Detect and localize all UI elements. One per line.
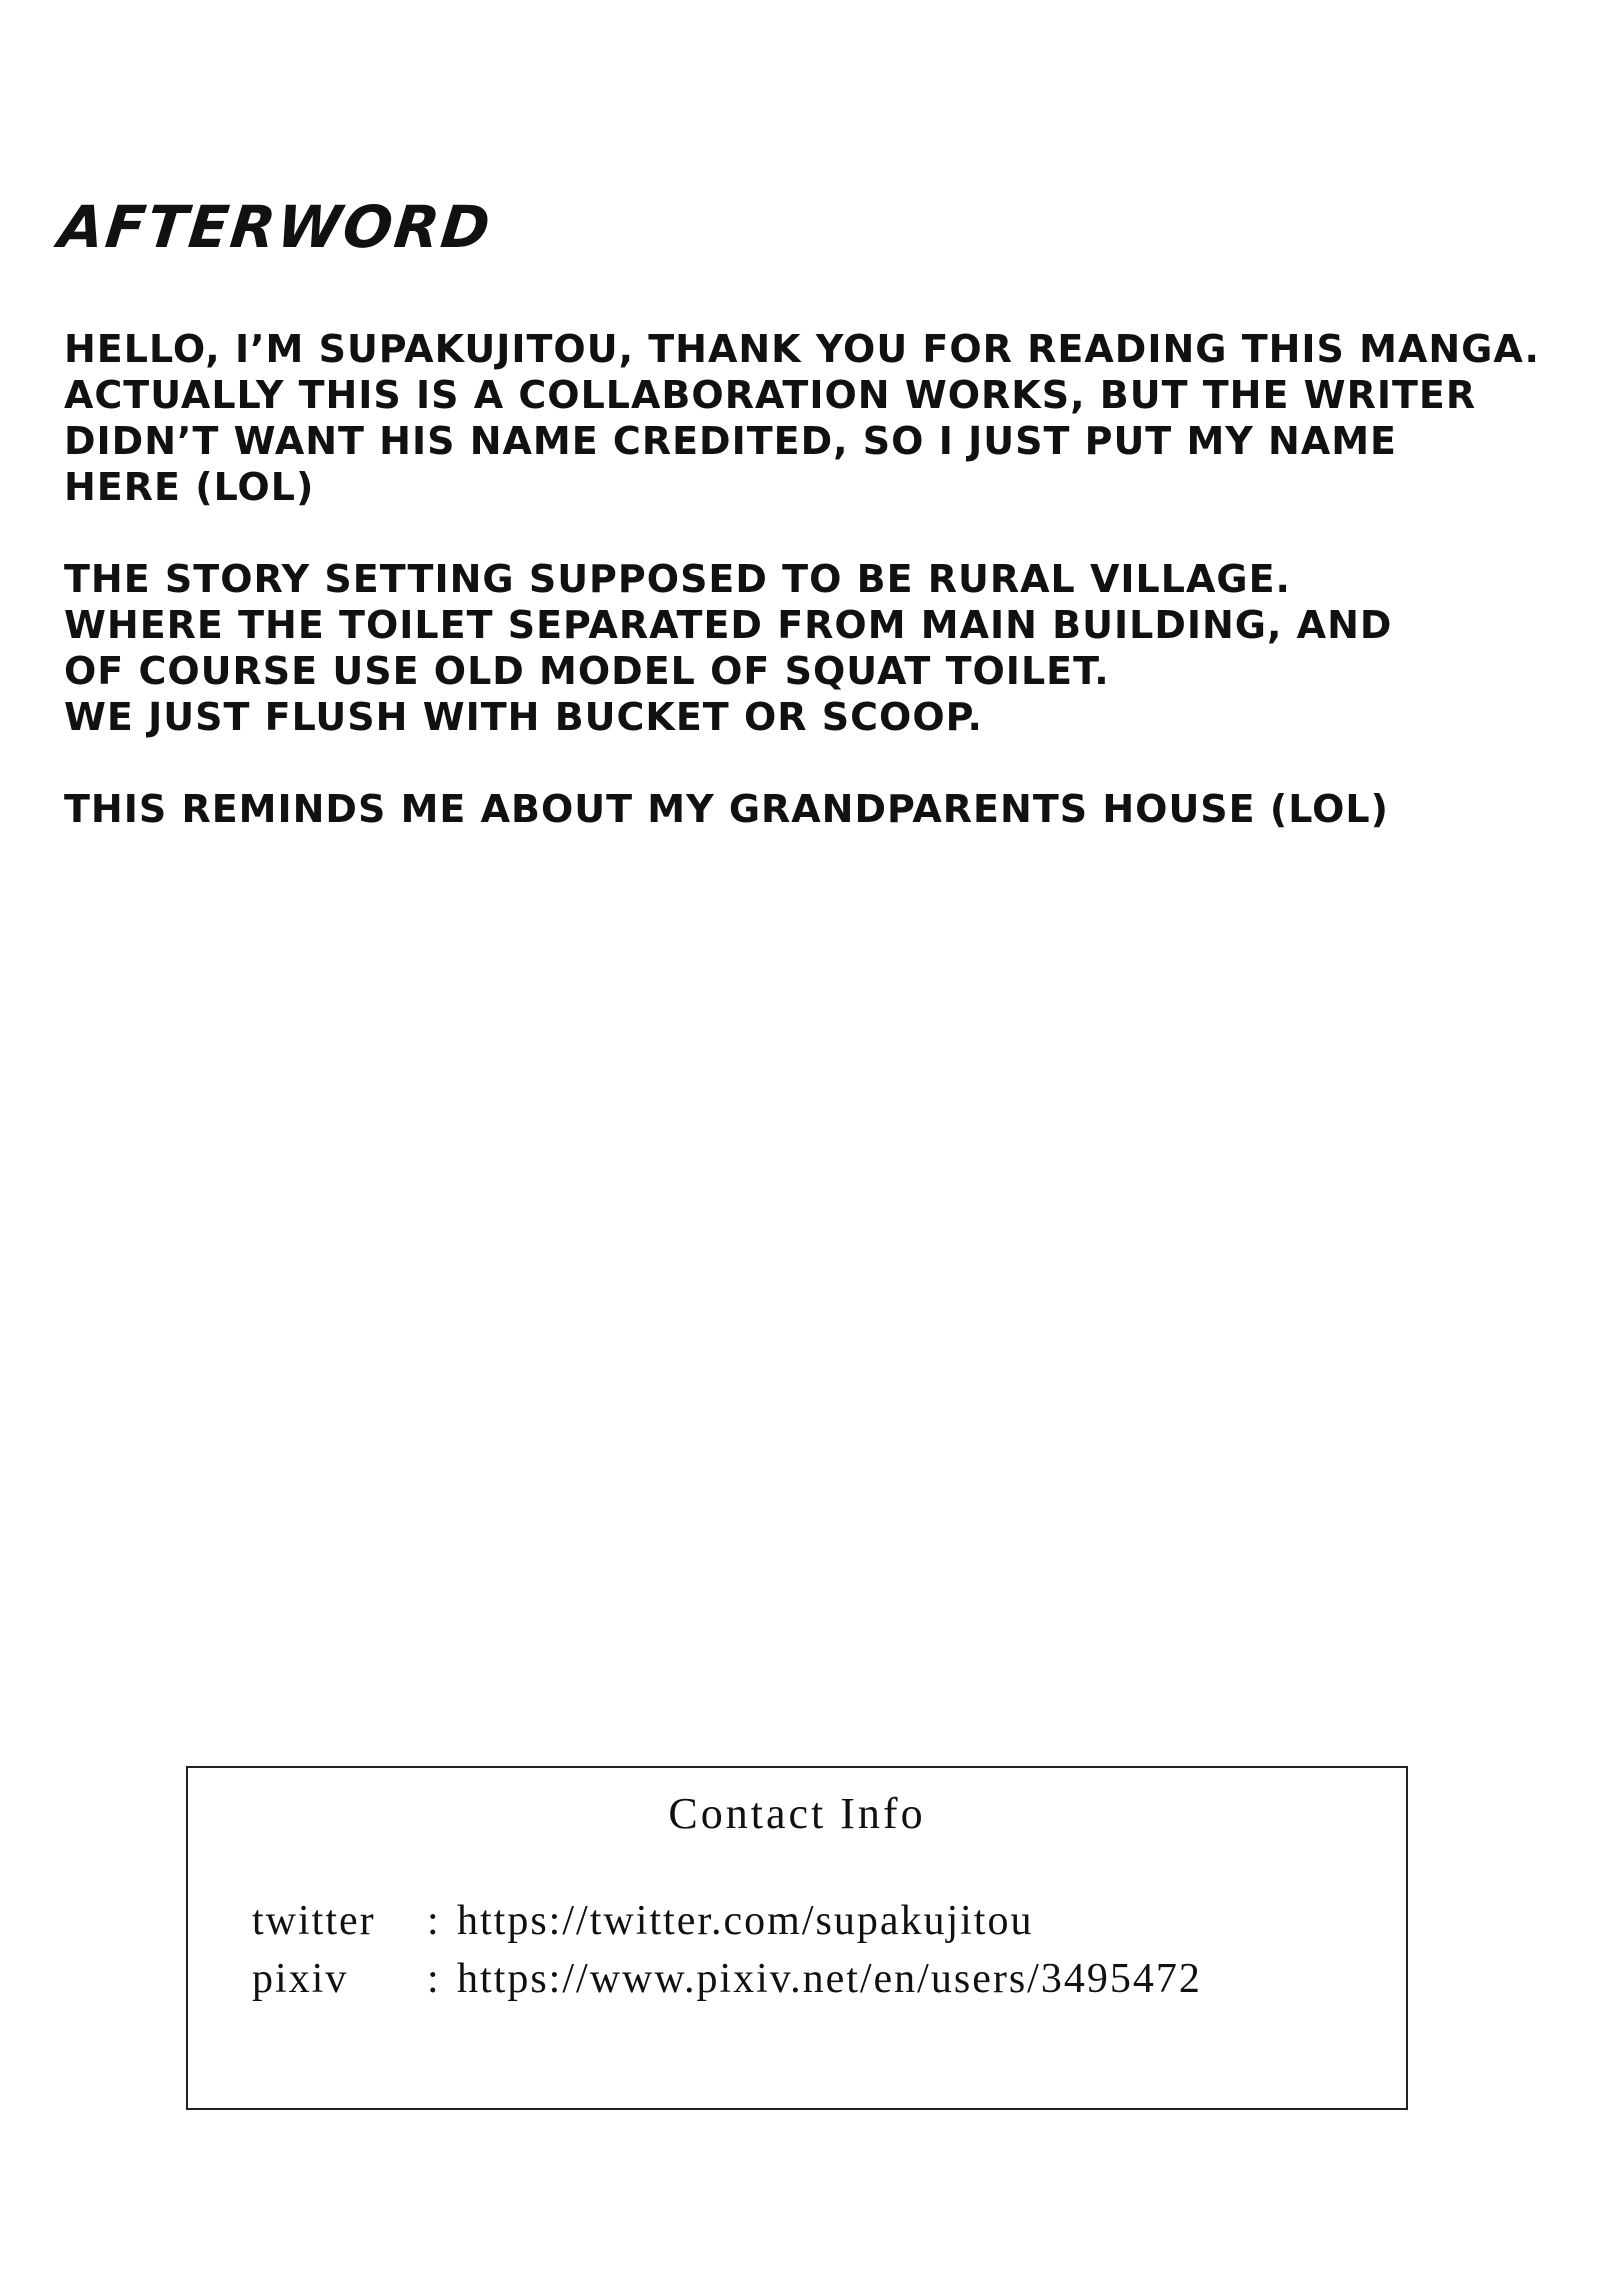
afterword-heading: AFTERWORD bbox=[55, 193, 495, 261]
contact-separator: : bbox=[427, 1898, 441, 1944]
contact-row-pixiv bbox=[252, 1950, 1202, 2008]
contact-info-box bbox=[186, 1766, 1408, 2110]
paragraph-closing bbox=[64, 786, 1564, 832]
text-line: THE STORY SETTING SUPPOSED TO BE RURAL VILLAGE. bbox=[64, 557, 1291, 601]
afterword-body bbox=[64, 326, 1564, 878]
text-line: WE JUST FLUSH WITH BUCKET OR SCOOP. bbox=[64, 695, 983, 739]
text-line: DIDN’T WANT HIS NAME CREDITED, SO I JUST PUT MY NAME bbox=[64, 419, 1397, 463]
text-line: HELLO, I’M SUPAKUJITOU, THANK YOU FOR READING THIS MANGA. bbox=[64, 327, 1540, 371]
paragraph-intro bbox=[64, 326, 1564, 510]
contact-list bbox=[252, 1892, 1202, 2008]
contact-label-twitter: twitter bbox=[252, 1898, 376, 1944]
paragraph-setting bbox=[64, 556, 1564, 740]
twitter-url: https://twitter.com/supakujitou bbox=[457, 1898, 1034, 1944]
text-line: HERE (LOL) bbox=[64, 465, 315, 509]
text-line: THIS REMINDS ME ABOUT MY GRANDPARENTS HOUSE (LOL) bbox=[64, 787, 1389, 831]
contact-row-twitter bbox=[252, 1892, 1202, 1950]
text-line: WHERE THE TOILET SEPARATED FROM MAIN BUILDING, AND bbox=[64, 603, 1393, 647]
contact-info-title: Contact Info bbox=[668, 1789, 926, 1838]
pixiv-url: https://www.pixiv.net/en/users/3495472 bbox=[457, 1956, 1202, 2002]
contact-label-pixiv: pixiv bbox=[252, 1956, 349, 2002]
contact-separator: : bbox=[427, 1956, 441, 2002]
text-line: ACTUALLY THIS IS A COLLABORATION WORKS, BUT THE WRITER bbox=[64, 373, 1477, 417]
text-line: OF COURSE USE OLD MODEL OF SQUAT TOILET. bbox=[64, 649, 1110, 693]
